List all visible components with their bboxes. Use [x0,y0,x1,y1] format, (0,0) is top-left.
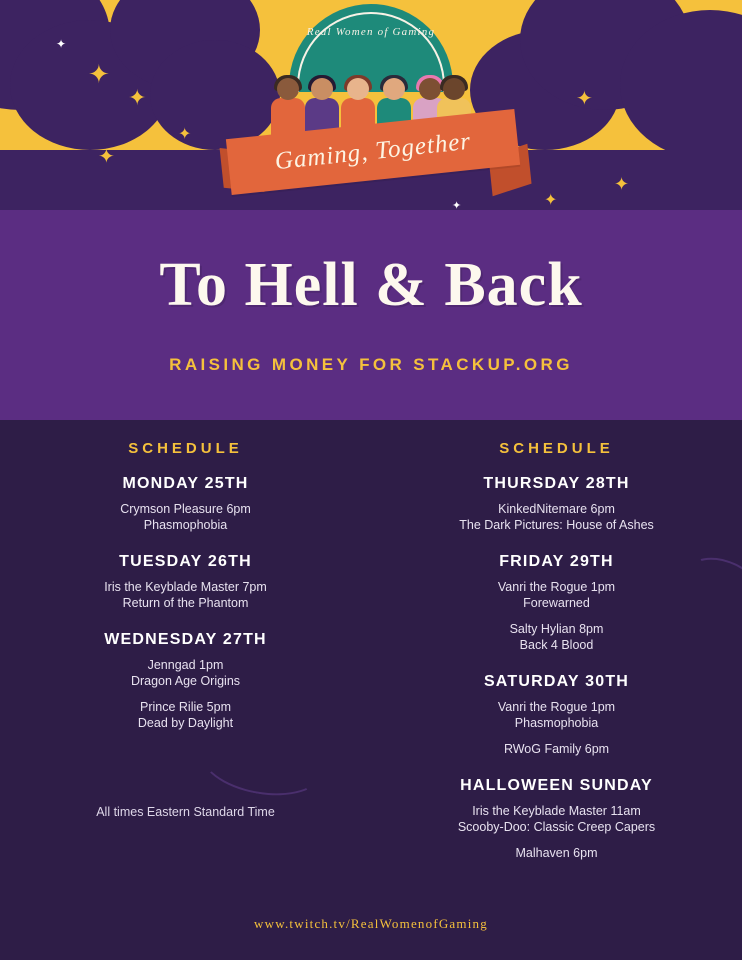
day-name: SATURDAY 30TH [483,673,630,690]
slot-game: Dragon Age Origins [130,674,241,688]
slot-game: Dead by Daylight [137,716,234,730]
slot-game: Back 4 Blood [519,638,594,652]
day-name: HALLOWEEN SUNDAY [460,777,653,794]
schedule-slot [399,621,714,653]
slot-streamer: Iris the Keyblade Master 7pm [104,580,267,594]
slot-game: Phasmophobia [514,716,599,730]
schedule-slot [28,657,343,689]
slot-streamer: RWoG Family 6pm [503,742,610,756]
schedule-slot [399,741,714,757]
badge-label: Real Women of Gaming [306,26,436,38]
schedule-day [399,475,714,533]
slot-streamer: Salty Hylian 8pm [509,622,604,636]
twitch-url[interactable]: www.twitch.tv/RealWomenofGaming [254,916,488,931]
slot-game: Forewarned [523,596,590,610]
schedule-slot [399,699,714,731]
schedule-day [399,553,714,653]
title-section [0,210,742,420]
sparkle-icon: ✦ [614,174,630,195]
sparkle-icon: ✦ [624,122,643,147]
schedule-slot [28,699,343,731]
slot-streamer: Iris the Keyblade Master 11am [472,804,641,818]
schedule-slot [399,579,714,611]
day-name: WEDNESDAY 27TH [104,631,267,648]
page-subtitle: RAISING MONEY FOR STACKUP.ORG [169,355,573,374]
slot-streamer: Vanri the Rogue 1pm [497,580,616,594]
sparkle-icon: ✦ [88,60,110,90]
schedule-slot [28,579,343,611]
sparkle-icon: ✦ [128,86,147,111]
schedule-day [28,631,343,731]
day-name: TUESDAY 26TH [119,553,252,570]
schedule-slot [399,501,714,533]
slot-game: Scooby-Doo: Classic Creep Capers [457,820,656,834]
day-name: FRIDAY 29TH [499,553,614,570]
page-title: To Hell & Back [159,251,583,319]
sparkle-icon: ✦ [56,37,67,51]
slot-streamer: KinkedNitemare 6pm [498,502,615,516]
sparkle-icon: ✦ [178,124,192,143]
schedule-slot [28,501,343,533]
slot-game: Return of the Phantom [122,596,249,610]
day-name: THURSDAY 28TH [483,475,630,492]
schedule-heading: SCHEDULE [128,440,243,457]
schedule-day [399,673,714,757]
schedule-slot [399,803,714,835]
slot-game: The Dark Pictures: House of Ashes [459,518,654,532]
sparkle-icon: ✦ [98,144,115,168]
slot-game: Phasmophobia [143,518,228,532]
tagline-text: Gaming, Together [273,127,473,176]
slot-streamer: Prince Rilie 5pm [139,700,231,714]
schedule-heading: SCHEDULE [499,440,614,457]
sparkle-icon: ✦ [576,86,593,110]
schedule-day [399,777,714,861]
timezone-note: All times Eastern Standard Time [96,805,275,819]
slot-streamer: Vanri the Rogue 1pm [497,700,616,714]
sparkle-icon: ✦ [452,199,462,210]
schedule-column-right [371,440,742,881]
slot-streamer: Jenngad 1pm [147,658,224,672]
schedule-section [0,420,742,960]
sparkle-icon: ✦ [544,190,558,209]
slot-streamer: Malhaven 6pm [515,846,598,860]
schedule-day [28,475,343,533]
day-name: MONDAY 25TH [122,475,249,492]
schedule-slot [399,845,714,861]
slot-streamer: Crymson Pleasure 6pm [120,502,251,516]
schedule-day [28,553,343,611]
